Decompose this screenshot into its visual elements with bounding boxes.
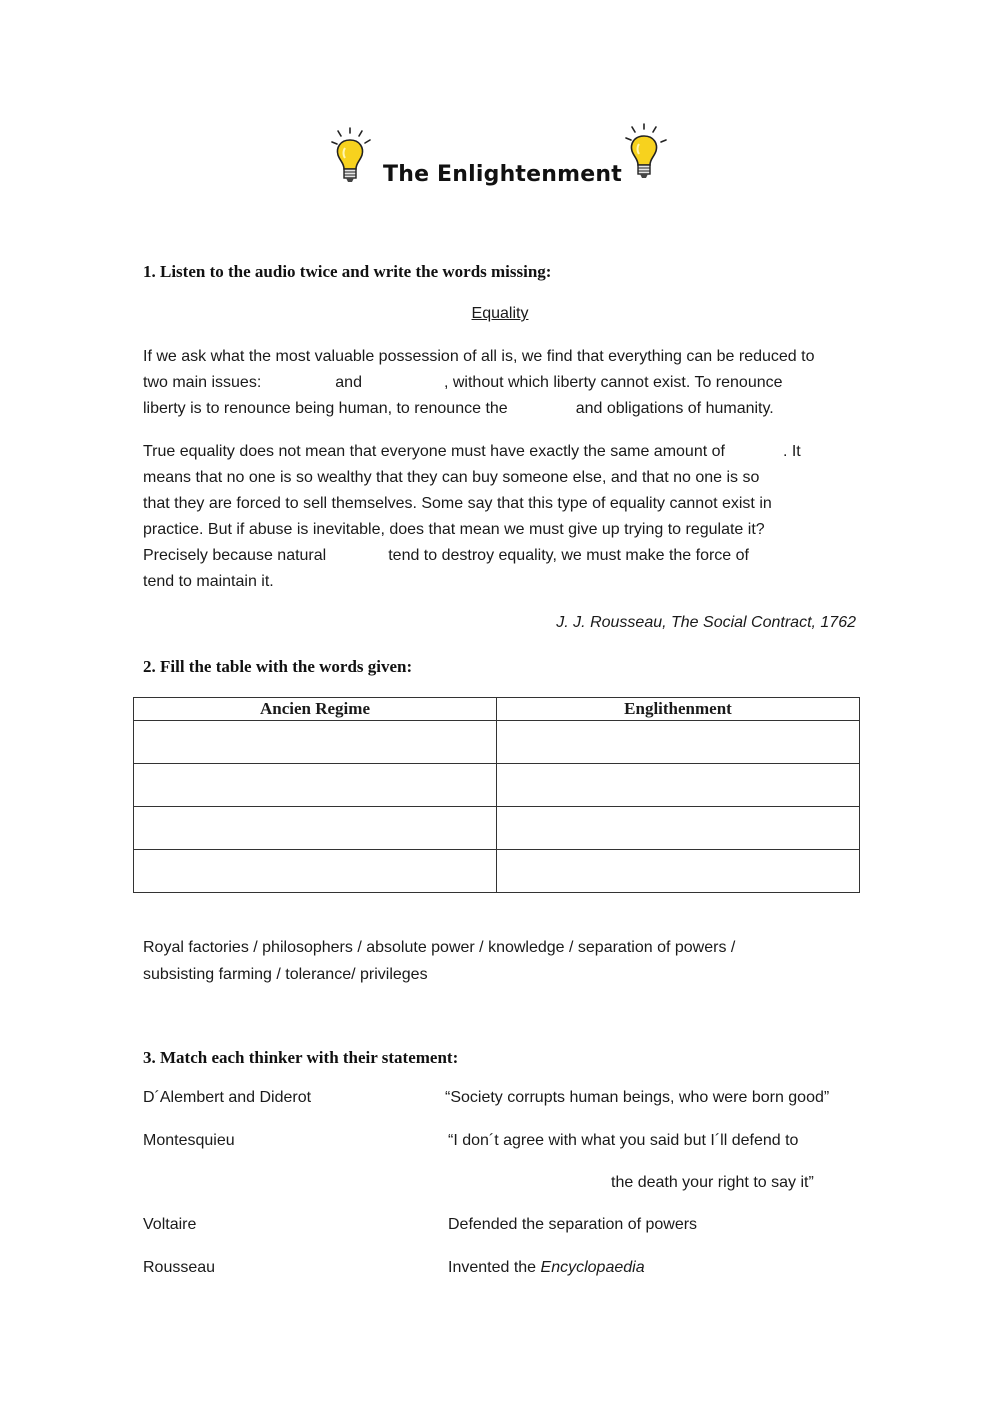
word-bank — [143, 934, 863, 988]
column-header-ancien-regime: Ancien Regime — [134, 698, 497, 721]
match-row — [143, 1089, 863, 1115]
word-bank-line: Royal factories / philosophers / absolute power / knowledge / separation of powers / — [143, 939, 736, 956]
paragraph-line: two main issues: and , without which liberty cannot exist. To renounce — [143, 374, 783, 391]
section2-heading: 2. Fill the table with the words given: — [143, 657, 413, 676]
thinker-name[interactable]: D´Alembert and Diderot — [143, 1089, 312, 1106]
page-title: The Enlightenment — [383, 162, 622, 187]
match-row — [143, 1216, 863, 1242]
section3-heading: 3. Match each thinker with their statement: — [143, 1048, 459, 1067]
column-header-enlightenment: Englithenment — [497, 698, 860, 721]
table-cell[interactable] — [497, 764, 860, 807]
lightbulb-icon — [328, 124, 376, 186]
thinker-statement[interactable]: “I don´t agree with what you said but I´ll defend to — [448, 1132, 799, 1149]
table-cell[interactable] — [134, 721, 497, 764]
lightbulb-icon — [622, 120, 670, 182]
table-cell[interactable] — [497, 721, 860, 764]
reading-paragraph-2 — [143, 439, 863, 595]
section1-heading: 1. Listen to the audio twice and write the words missing: — [143, 262, 552, 281]
thinker-name[interactable]: Voltaire — [143, 1216, 197, 1233]
table-cell[interactable] — [497, 807, 860, 850]
thinker-statement[interactable]: “Society corrupts human beings, who were born good” — [445, 1089, 830, 1106]
table-cell[interactable] — [134, 764, 497, 807]
title-block — [0, 120, 1000, 200]
paragraph-line: practice. But if abuse is inevitable, does that mean we must give up trying to regulate it? — [143, 521, 765, 538]
reading-paragraph-1 — [143, 344, 863, 422]
thinker-name[interactable]: Rousseau — [143, 1259, 216, 1276]
table-row — [134, 807, 860, 850]
table-row — [134, 850, 860, 893]
table-row — [134, 764, 860, 807]
table-cell[interactable] — [497, 850, 860, 893]
fill-table — [133, 697, 860, 893]
thinker-name[interactable]: Montesquieu — [143, 1132, 235, 1149]
table-cell[interactable] — [134, 850, 497, 893]
thinker-statement[interactable]: Invented the Encyclopaedia — [448, 1259, 645, 1276]
word-bank-line: subsisting farming / tolerance/ privileges — [143, 966, 428, 983]
paragraph-line: Precisely because natural tend to destroy equality, we must make the force of — [143, 547, 749, 564]
paragraph-line: that they are forced to sell themselves. Some say that this type of equality cannot exist in — [143, 495, 772, 512]
paragraph-line: liberty is to renounce being human, to renounce the and obligations of humanity. — [143, 400, 774, 417]
paragraph-line: means that no one is so wealthy that they can buy someone else, and that no one is so — [143, 469, 760, 486]
match-row-continued — [143, 1174, 863, 1200]
thinker-statement[interactable]: Defended the separation of powers — [448, 1216, 698, 1233]
citation: J. J. Rousseau, The Social Contract, 1762 — [556, 614, 856, 631]
paragraph-line: True equality does not mean that everyone must have exactly the same amount of . It — [143, 443, 801, 460]
thinker-statement-continued[interactable]: the death your right to say it” — [611, 1174, 814, 1191]
table-cell[interactable] — [134, 807, 497, 850]
match-row — [143, 1132, 863, 1158]
reading-subtitle: Equality — [471, 305, 529, 322]
table-row — [134, 721, 860, 764]
table-header-row — [134, 698, 860, 721]
match-row — [143, 1259, 863, 1285]
paragraph-line: tend to maintain it. — [143, 573, 274, 590]
paragraph-line: If we ask what the most valuable possession of all is, we find that everything can be reduced to — [143, 348, 815, 365]
